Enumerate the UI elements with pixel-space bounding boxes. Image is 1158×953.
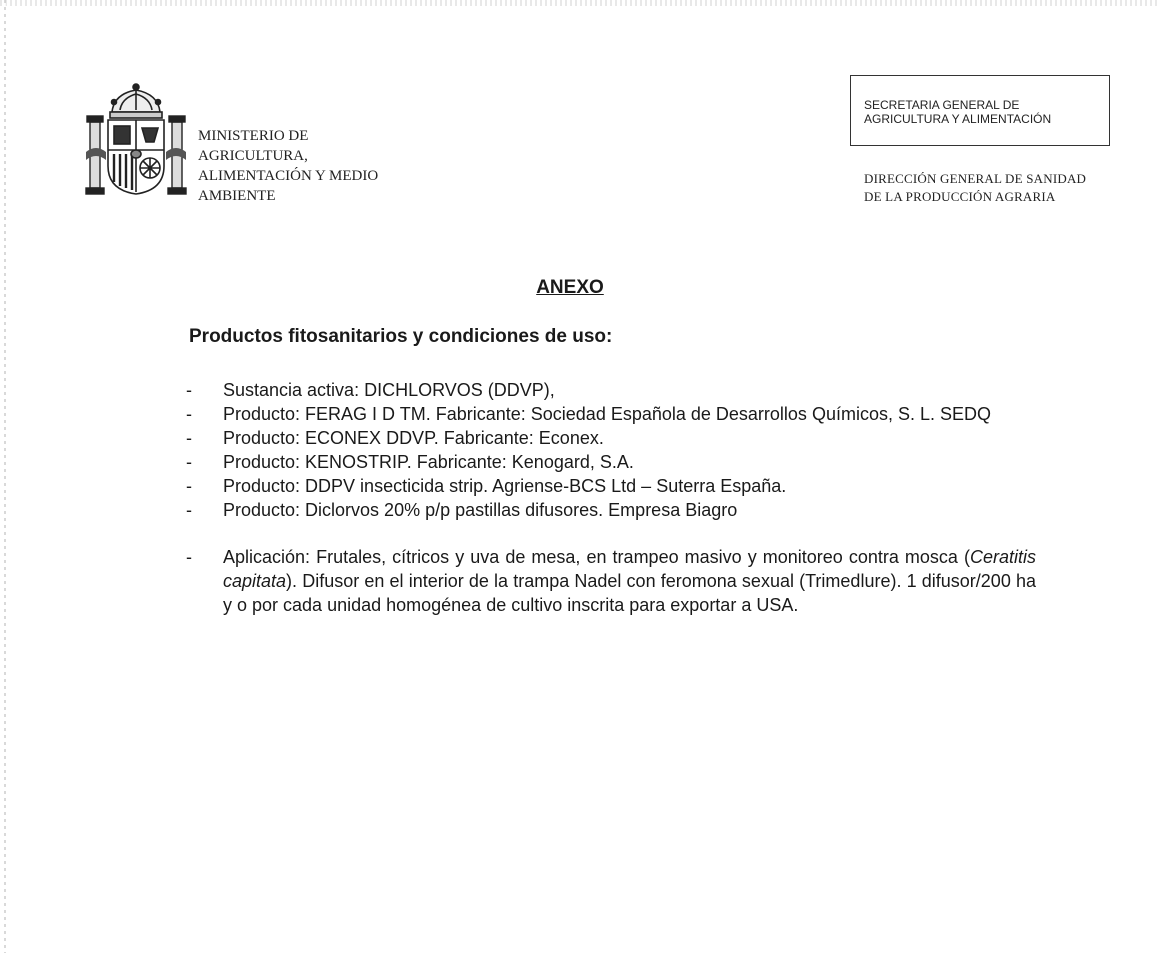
ministry-line: MINISTERIO DE: [198, 128, 309, 144]
coat-of-arms-icon: [84, 82, 188, 198]
list-item: [186, 498, 1036, 522]
section-subtitle: Productos fitosanitarios y condiciones de uso:: [189, 326, 613, 347]
list-item: [186, 378, 1036, 402]
product-list: [186, 378, 1036, 617]
item-text: Producto: Diclorvos 20% p/p pastillas difusores. Empresa Biagro: [223, 500, 738, 520]
bullet-dash: -: [186, 500, 192, 520]
direccion-line: DE LA PRODUCCIÓN AGRARIA: [864, 189, 1056, 204]
scan-edge-top: [0, 0, 1158, 6]
item-text: Sustancia activa: DICHLORVOS (DDVP),: [223, 380, 555, 400]
secretaria-box: [850, 75, 1110, 146]
bullet-dash: -: [186, 452, 192, 472]
scan-edge-left: [4, 0, 6, 953]
item-text: Producto: DDPV insecticida strip. Agriense-BCS Ltd – Suterra España.: [223, 476, 787, 496]
secretaria-line: SECRETARIA GENERAL DE: [864, 98, 1020, 112]
bullet-dash: -: [186, 380, 192, 400]
ministry-line: ALIMENTACIÓN Y MEDIO: [198, 168, 379, 184]
direccion-general: [864, 170, 1086, 206]
document-title: ANEXO: [536, 277, 604, 298]
species-name: Ceratitis capitata: [223, 547, 1036, 591]
item-text: Producto: KENOSTRIP. Fabricante: Kenogard, S.A.: [223, 452, 634, 472]
bullet-dash: -: [186, 547, 192, 567]
application-text-end: ). Difusor en el interior de la trampa Nadel con feromona sexual (Trimedlure). 1 difusor/200 ha y o por cada unidad homogénea de cultivo inscrita para exportar a USA.: [223, 571, 1036, 615]
application-item: [186, 545, 1036, 617]
ministry-line: AGRICULTURA,: [198, 148, 308, 164]
secretaria-line: AGRICULTURA Y ALIMENTACIÓN: [864, 112, 1052, 126]
list-item: [186, 426, 1036, 450]
item-text: Producto: FERAG I D TM. Fabricante: Sociedad Española de Desarrollos Químicos, S. L. SEDQ: [223, 404, 991, 424]
ministry-name: [198, 126, 378, 206]
list-item: [186, 402, 1036, 426]
list-item: [186, 474, 1036, 498]
application-text-start: Aplicación: Frutales, cítricos y uva de mesa, en trampeo masivo y monitoreo contra mosca (: [223, 547, 970, 567]
ministry-line: AMBIENTE: [198, 188, 276, 204]
item-text: Producto: ECONEX DDVP. Fabricante: Econex.: [223, 428, 604, 448]
bullet-dash: -: [186, 476, 192, 496]
list-item: [186, 450, 1036, 474]
bullet-dash: -: [186, 404, 192, 424]
secretaria-label: [864, 98, 1051, 126]
bullet-dash: -: [186, 428, 192, 448]
direccion-line: DIRECCIÓN GENERAL DE SANIDAD: [864, 171, 1087, 186]
